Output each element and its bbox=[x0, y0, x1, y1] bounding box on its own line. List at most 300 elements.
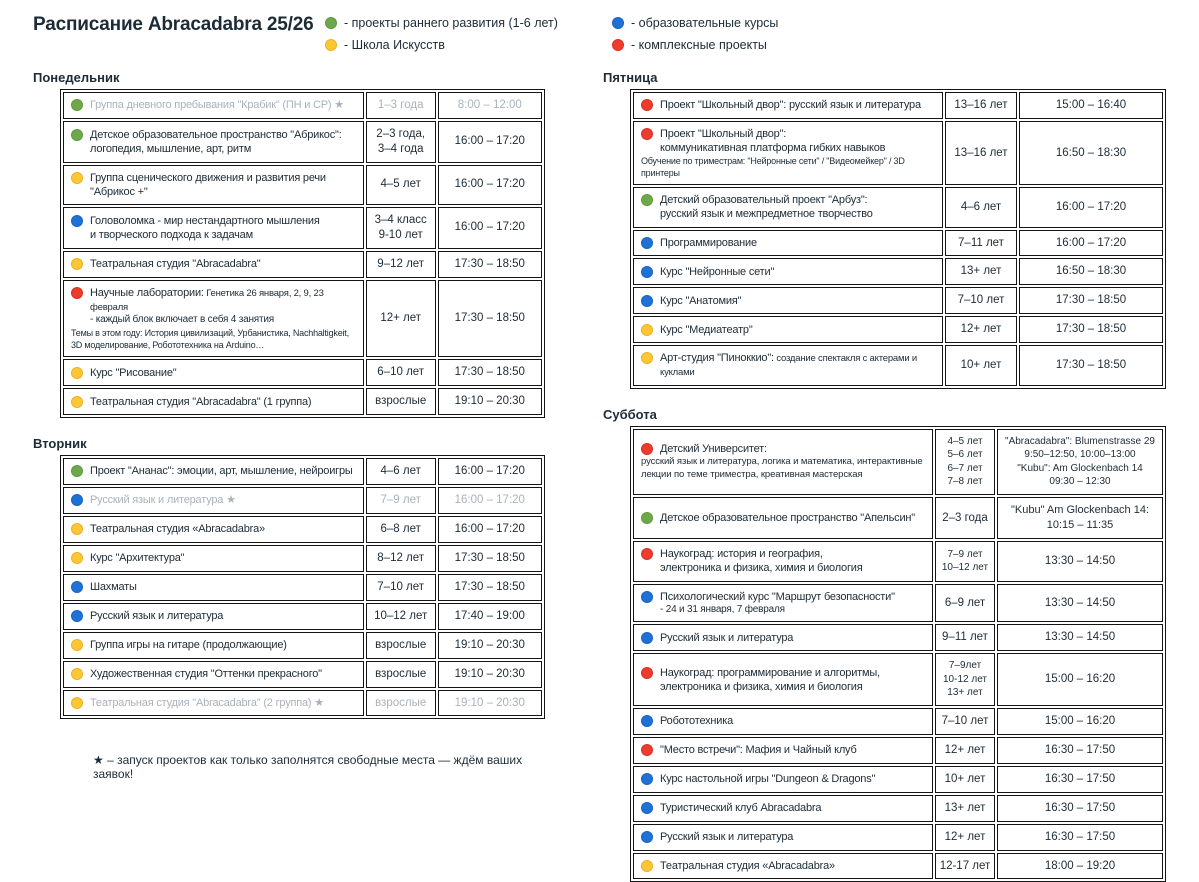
activity-main-line bbox=[71, 667, 356, 681]
time-line: 16:00 – 17:20 bbox=[454, 221, 525, 234]
table-row bbox=[63, 280, 542, 357]
activity-title: Арт-студия "Пиноккио": создание спектакля с актерами и куклами bbox=[660, 352, 917, 379]
activity-main-line bbox=[641, 265, 935, 279]
legend-item bbox=[612, 38, 778, 52]
age-cell bbox=[366, 574, 436, 601]
age-line: 4–6 лет bbox=[960, 200, 1002, 213]
time-cell bbox=[997, 584, 1163, 623]
age-cell bbox=[935, 624, 995, 651]
time-line: 17:30 – 18:50 bbox=[1055, 358, 1127, 371]
day-header: Суббота bbox=[603, 406, 657, 422]
legend-label: - проекты раннего развития (1-6 лет) bbox=[344, 16, 558, 30]
activity-main-line bbox=[71, 580, 356, 594]
category-dot-blue-icon bbox=[641, 237, 653, 249]
time-cell bbox=[1019, 316, 1163, 343]
table-row bbox=[633, 824, 1163, 851]
activity-main-line bbox=[641, 801, 925, 815]
age-line: 13+ лет bbox=[944, 801, 986, 814]
time-line: 16:30 – 17:50 bbox=[1044, 772, 1116, 785]
activity-cell bbox=[633, 541, 933, 581]
activity-cell bbox=[633, 795, 933, 822]
category-dot-red-icon bbox=[641, 99, 653, 111]
time-line: 13:30 – 14:50 bbox=[1044, 631, 1116, 644]
age-cell bbox=[935, 853, 995, 880]
activity-cell bbox=[633, 258, 943, 285]
age-cell bbox=[366, 458, 436, 485]
activity-line: русский язык и межпредметное творчество bbox=[660, 208, 873, 221]
activity-main-line bbox=[641, 127, 935, 141]
category-dot-blue-icon bbox=[641, 802, 653, 814]
age-cell bbox=[366, 121, 436, 163]
time-line: "Abracadabra": Blumenstrasse 29 bbox=[1005, 435, 1155, 447]
category-dot-red-icon bbox=[71, 287, 83, 299]
activity-cell bbox=[633, 766, 933, 793]
table-row bbox=[633, 316, 1163, 343]
activity-cell bbox=[633, 121, 943, 185]
time-line: 16:00 – 17:20 bbox=[454, 178, 525, 191]
activity-main-line bbox=[641, 631, 925, 645]
category-dot-blue-icon bbox=[641, 295, 653, 307]
age-cell bbox=[366, 516, 436, 543]
category-dot-blue-icon bbox=[641, 773, 653, 785]
age-line: 12-17 лет bbox=[939, 859, 991, 872]
age-cell bbox=[935, 766, 995, 793]
age-line: взрослые bbox=[375, 696, 427, 709]
time-line: 16:30 – 17:50 bbox=[1044, 743, 1116, 756]
activity-title: Проект "Ананас": эмоции, арт, мышление, нейроигры bbox=[90, 465, 353, 478]
activity-title: Наукоград: история и география, bbox=[660, 548, 823, 561]
activity-cell bbox=[633, 345, 943, 385]
age-cell bbox=[366, 661, 436, 688]
age-cell bbox=[935, 737, 995, 764]
activity-cell bbox=[633, 584, 933, 623]
activity-cell bbox=[63, 251, 364, 278]
time-line: 19:10 – 20:30 bbox=[454, 395, 525, 408]
activity-title: Проект "Школьный двор": bbox=[660, 127, 787, 140]
age-line: 10–12 лет bbox=[941, 562, 989, 574]
legend-item bbox=[325, 16, 612, 30]
table-row bbox=[633, 230, 1163, 257]
activity-cell bbox=[63, 388, 364, 415]
table-row bbox=[633, 345, 1163, 385]
time-line: 8:00 – 12:00 bbox=[457, 99, 522, 111]
day-section bbox=[603, 407, 1168, 882]
time-line: 16:30 – 17:50 bbox=[1044, 801, 1116, 814]
time-line: 10:15 – 11:35 bbox=[1046, 518, 1114, 531]
time-cell bbox=[997, 824, 1163, 851]
time-cell bbox=[997, 429, 1163, 495]
age-cell bbox=[945, 345, 1017, 385]
category-dot-yellow-icon bbox=[641, 860, 653, 872]
schedule-content bbox=[0, 58, 1199, 882]
activity-line: логопедия, мышление, арт, ритм bbox=[90, 142, 252, 155]
activity-cell bbox=[63, 574, 364, 601]
time-cell bbox=[438, 632, 542, 659]
time-cell bbox=[438, 458, 542, 485]
activity-title: Театральная студия «Abracadabra» bbox=[90, 523, 265, 536]
activity-title: Курс "Нейронные сети" bbox=[660, 265, 775, 278]
time-cell bbox=[438, 516, 542, 543]
schedule-table bbox=[630, 89, 1166, 389]
activity-title: Детский Университет: bbox=[660, 443, 767, 456]
time-cell bbox=[997, 653, 1163, 706]
activity-main-line bbox=[641, 859, 925, 873]
time-line: 16:50 – 18:30 bbox=[1055, 265, 1127, 278]
time-cell bbox=[438, 359, 542, 386]
activity-cell bbox=[63, 661, 364, 688]
time-cell bbox=[438, 545, 542, 572]
activity-title: Проект "Школьный двор": русский язык и литература bbox=[660, 99, 921, 112]
age-cell bbox=[366, 690, 436, 717]
age-line: 7–9 лет bbox=[380, 493, 421, 506]
activity-cell bbox=[63, 92, 364, 119]
time-cell bbox=[1019, 92, 1163, 119]
activity-main-line bbox=[71, 366, 356, 380]
age-line: 7–11 лет bbox=[958, 236, 1004, 249]
age-line: взрослые bbox=[375, 395, 427, 408]
age-line: 7–9 лет bbox=[947, 548, 983, 560]
category-dot-blue-icon bbox=[641, 591, 653, 603]
table-row bbox=[63, 545, 542, 572]
age-cell bbox=[366, 251, 436, 278]
age-line: 9–11 лет bbox=[942, 631, 988, 644]
time-cell bbox=[997, 853, 1163, 880]
activity-cell bbox=[633, 429, 933, 495]
age-cell bbox=[366, 545, 436, 572]
activity-cell bbox=[63, 280, 364, 357]
age-line: 7–8 лет bbox=[947, 476, 983, 488]
activity-main-line bbox=[71, 522, 356, 536]
activity-footnote: Темы в этом году: История цивилизаций, Урбанистика, Nachhaltigkeit, 3D моделирование, Робототехника на Arduino… bbox=[71, 327, 349, 351]
activity-title: Наукоград: программирование и алгоритмы, bbox=[660, 666, 880, 679]
time-line: 17:30 – 18:50 bbox=[454, 580, 525, 593]
activity-title: Русский язык и литература bbox=[660, 631, 794, 644]
activity-cell bbox=[63, 458, 364, 485]
time-cell bbox=[438, 388, 542, 415]
time-cell bbox=[438, 690, 542, 717]
activity-main-line bbox=[641, 351, 935, 379]
time-cell bbox=[1019, 258, 1163, 285]
time-cell bbox=[438, 207, 542, 249]
activity-title: Курс "Архитектура" bbox=[90, 552, 185, 565]
column-right bbox=[603, 58, 1168, 882]
age-cell bbox=[945, 287, 1017, 314]
age-cell bbox=[366, 280, 436, 357]
activity-title: Курс настольной игры "Dungeon & Dragons" bbox=[660, 773, 876, 786]
age-line: 10+ лет bbox=[944, 772, 986, 785]
legend-column-2 bbox=[612, 14, 778, 52]
activity-title: Театральная студия "Abracadabra" (2 группа) ★ bbox=[90, 696, 324, 709]
activity-cell bbox=[633, 230, 943, 257]
age-line: 12+ лет bbox=[944, 830, 986, 843]
activity-main-line bbox=[641, 236, 935, 250]
table-row bbox=[633, 795, 1163, 822]
table-row bbox=[63, 690, 542, 717]
category-dot-red-icon bbox=[641, 128, 653, 140]
footnote: ★ – запуск проектов как только заполнятся свободные места — ждём ваших заявок! bbox=[93, 753, 523, 782]
age-line: 13–16 лет bbox=[954, 99, 1008, 111]
category-dot-blue-icon bbox=[71, 581, 83, 593]
table-row bbox=[633, 429, 1163, 495]
time-line: 09:30 – 12:30 bbox=[1049, 476, 1111, 488]
category-dot-yellow-icon bbox=[71, 172, 83, 184]
activity-main-line bbox=[641, 714, 925, 728]
age-cell bbox=[366, 165, 436, 205]
legend-label: - образовательные курсы bbox=[631, 16, 779, 30]
category-dot-green-icon bbox=[71, 99, 83, 111]
time-line: 13:30 – 14:50 bbox=[1044, 554, 1116, 567]
age-cell bbox=[945, 316, 1017, 343]
activity-main-line bbox=[641, 294, 935, 308]
table-row bbox=[633, 287, 1163, 314]
activity-subtext: русский язык и литература, логика и математика, интерактивные лекции по теме триместра, креативная мастерская bbox=[641, 456, 923, 480]
category-dot-yellow-icon bbox=[71, 258, 83, 270]
category-dot-red-icon bbox=[641, 443, 653, 455]
age-line: 6–7 лет bbox=[947, 462, 983, 474]
time-cell bbox=[438, 121, 542, 163]
activity-main-line bbox=[641, 511, 925, 525]
time-line: 17:30 – 18:50 bbox=[454, 312, 525, 324]
time-cell bbox=[438, 487, 542, 514]
time-line: 16:50 – 18:30 bbox=[1055, 146, 1127, 159]
age-line: 12+ лет bbox=[944, 743, 986, 756]
age-cell bbox=[366, 603, 436, 630]
activity-main-line bbox=[641, 830, 925, 844]
activity-cell bbox=[63, 121, 364, 163]
activity-cell bbox=[63, 545, 364, 572]
age-line: 4–5 лет bbox=[380, 178, 421, 191]
age-line: 2–3 года bbox=[942, 511, 988, 524]
age-cell bbox=[366, 388, 436, 415]
activity-title: Театральная студия «Abracadabra» bbox=[660, 859, 835, 872]
age-line: 7–10 лет bbox=[957, 294, 1005, 307]
time-line: 17:40 – 19:00 bbox=[454, 609, 525, 622]
time-line: 16:00 – 17:20 bbox=[454, 493, 525, 506]
time-cell bbox=[997, 737, 1163, 764]
category-dot-blue-icon bbox=[641, 831, 653, 843]
table-row bbox=[63, 574, 542, 601]
time-line: 16:00 – 17:20 bbox=[1055, 236, 1127, 249]
activity-small-note: - 24 и 31 января, 7 февраля bbox=[660, 603, 785, 615]
activity-title: Русский язык и литература ★ bbox=[90, 494, 236, 507]
activity-title: Театральная студия "Abracadabra" bbox=[90, 258, 261, 271]
category-dot-green-icon bbox=[325, 17, 337, 29]
age-line: 3–4 года bbox=[377, 142, 424, 155]
time-cell bbox=[997, 624, 1163, 651]
time-line: 19:10 – 20:30 bbox=[454, 638, 525, 651]
age-line: 1–3 года bbox=[377, 99, 424, 111]
category-dot-green-icon bbox=[641, 512, 653, 524]
category-dot-yellow-icon bbox=[641, 352, 653, 364]
time-cell bbox=[997, 497, 1163, 540]
activity-title: Курс "Анатомия" bbox=[660, 294, 742, 307]
time-line: 15:00 – 16:20 bbox=[1044, 714, 1116, 727]
activity-cell bbox=[633, 824, 933, 851]
category-dot-blue-icon bbox=[641, 715, 653, 727]
activity-main-line bbox=[71, 395, 356, 409]
day-section bbox=[33, 70, 545, 418]
activity-title: Художественная студия "Оттенки прекрасного" bbox=[90, 668, 322, 681]
time-cell bbox=[438, 603, 542, 630]
activity-main-line bbox=[71, 214, 356, 228]
activity-title: Театральная студия "Abracadabra" (1 группа) bbox=[90, 395, 312, 408]
category-dot-yellow-icon bbox=[71, 396, 83, 408]
activity-line: коммуникативная платформа гибких навыков bbox=[660, 142, 886, 155]
day-section bbox=[33, 436, 545, 719]
activity-main-line bbox=[641, 323, 935, 337]
table-row bbox=[63, 458, 542, 485]
table-row bbox=[63, 207, 542, 249]
activity-title: Русский язык и литература bbox=[90, 610, 224, 623]
category-dot-red-icon bbox=[641, 667, 653, 679]
activity-cell bbox=[633, 316, 943, 343]
activity-line: электроника и физика, химия и биология bbox=[660, 680, 863, 693]
activity-main-line bbox=[641, 193, 935, 207]
time-cell bbox=[438, 661, 542, 688]
time-line: 9:50–12:50, 10:00–13:00 bbox=[1024, 449, 1136, 461]
table-row bbox=[63, 165, 542, 205]
time-line: 15:00 – 16:40 bbox=[1055, 99, 1127, 111]
table-row bbox=[633, 708, 1163, 735]
age-cell bbox=[935, 584, 995, 623]
activity-title: Шахматы bbox=[90, 581, 137, 594]
time-line: 17:30 – 18:50 bbox=[454, 257, 525, 270]
activity-title: Робототехника bbox=[660, 715, 734, 728]
column-left bbox=[33, 58, 545, 882]
schedule-table bbox=[60, 89, 545, 418]
table-row bbox=[63, 516, 542, 543]
time-cell bbox=[438, 251, 542, 278]
age-line: 4–6 лет bbox=[380, 465, 421, 478]
activity-small-note: - каждый блок включает в себя 4 занятия bbox=[90, 314, 275, 326]
legend-label: - Школа Искусств bbox=[344, 38, 445, 52]
category-dot-yellow-icon bbox=[71, 697, 83, 709]
age-cell bbox=[945, 230, 1017, 257]
age-line: взрослые bbox=[375, 667, 427, 680]
legend-item bbox=[612, 16, 778, 30]
category-dot-yellow-icon bbox=[71, 639, 83, 651]
activity-title: Детское образовательное пространство "Абрикос": bbox=[90, 128, 342, 141]
activity-main-line bbox=[71, 493, 356, 507]
age-cell bbox=[366, 487, 436, 514]
page-header bbox=[0, 0, 1199, 58]
activity-title: Программирование bbox=[660, 236, 757, 249]
time-cell bbox=[1019, 345, 1163, 385]
table-row bbox=[633, 766, 1163, 793]
table-row bbox=[633, 853, 1163, 880]
age-line: 12+ лет bbox=[380, 312, 422, 324]
activity-main-line bbox=[641, 547, 925, 561]
age-line: 9-10 лет bbox=[378, 228, 423, 241]
age-line: 13+ лет bbox=[960, 265, 1002, 278]
table-row bbox=[633, 584, 1163, 623]
activity-title: "Место встречи": Мафия и Чайный клуб bbox=[660, 744, 857, 757]
legend-label: - комплексные проекты bbox=[631, 38, 767, 52]
activity-title: Группа дневного пребывания "Крабик" (ПН и СР) ★ bbox=[90, 99, 344, 112]
age-cell bbox=[366, 92, 436, 119]
category-dot-red-icon bbox=[641, 744, 653, 756]
age-cell bbox=[945, 121, 1017, 185]
age-line: 7–9лет bbox=[948, 660, 982, 672]
activity-cell bbox=[633, 708, 933, 735]
age-line: 3–4 класс bbox=[374, 213, 427, 226]
activity-main-line bbox=[71, 609, 356, 623]
category-dot-green-icon bbox=[641, 194, 653, 206]
time-line: "Kubu" Am Glockenbach 14: bbox=[1010, 503, 1150, 516]
age-cell bbox=[945, 187, 1017, 227]
time-cell bbox=[997, 795, 1163, 822]
activity-line: "Абрикос +" bbox=[90, 185, 148, 198]
table-row bbox=[63, 92, 542, 119]
activity-main-line bbox=[641, 98, 935, 112]
table-row bbox=[63, 388, 542, 415]
age-cell bbox=[366, 632, 436, 659]
activity-main-line bbox=[71, 638, 356, 652]
time-cell bbox=[997, 708, 1163, 735]
time-line: 17:30 – 18:50 bbox=[1055, 294, 1127, 307]
age-line: 13–16 лет bbox=[954, 146, 1008, 159]
time-line: "Kubu": Am Glockenbach 14 bbox=[1017, 462, 1143, 474]
table-row bbox=[63, 661, 542, 688]
activity-cell bbox=[63, 487, 364, 514]
activity-title: Туристический клуб Abracadabra bbox=[660, 802, 822, 815]
table-row bbox=[633, 541, 1163, 581]
activity-cell bbox=[63, 165, 364, 205]
legend-item bbox=[325, 38, 612, 52]
category-dot-blue-icon bbox=[612, 17, 624, 29]
activity-main-line bbox=[71, 286, 356, 314]
category-dot-blue-icon bbox=[71, 215, 83, 227]
activity-title: Детское образовательное пространство "Апельсин" bbox=[660, 511, 915, 524]
activity-cell bbox=[63, 207, 364, 249]
activity-main-line bbox=[71, 171, 356, 185]
table-row bbox=[633, 497, 1163, 540]
time-line: 19:10 – 20:30 bbox=[454, 667, 525, 680]
day-header: Пятница bbox=[603, 70, 658, 85]
legend-column-1 bbox=[325, 14, 612, 52]
activity-line: и творческого подхода к задачам bbox=[90, 228, 253, 241]
category-dot-blue-icon bbox=[641, 266, 653, 278]
activity-cell bbox=[63, 632, 364, 659]
age-line: 7–10 лет bbox=[377, 580, 425, 593]
age-cell bbox=[366, 207, 436, 249]
activity-main-line bbox=[71, 464, 356, 478]
table-row bbox=[63, 603, 542, 630]
age-line: 10-12 лет bbox=[943, 673, 987, 685]
activity-main-line bbox=[641, 666, 925, 680]
table-row bbox=[633, 92, 1163, 119]
age-line: 2–3 года, bbox=[376, 127, 426, 140]
activity-main-line bbox=[71, 551, 356, 565]
table-row bbox=[633, 121, 1163, 185]
page-title: Расписание Abracadabra 25/26 bbox=[33, 14, 314, 35]
time-line: 16:00 – 17:20 bbox=[454, 522, 525, 535]
activity-title: Головоломка - мир нестандартного мышления bbox=[90, 214, 320, 227]
age-line: 8–12 лет bbox=[377, 551, 425, 564]
table-row bbox=[633, 187, 1163, 227]
age-line: 4–5 лет bbox=[947, 435, 983, 447]
activity-title: Группа сценического движения и развития речи bbox=[90, 171, 326, 184]
age-cell bbox=[945, 258, 1017, 285]
activity-cell bbox=[633, 624, 933, 651]
category-dot-red-icon bbox=[641, 548, 653, 560]
table-row bbox=[633, 737, 1163, 764]
schedule-table bbox=[60, 455, 545, 719]
time-cell bbox=[1019, 187, 1163, 227]
time-cell bbox=[1019, 230, 1163, 257]
age-cell bbox=[935, 795, 995, 822]
age-line: 6–8 лет bbox=[380, 522, 421, 535]
